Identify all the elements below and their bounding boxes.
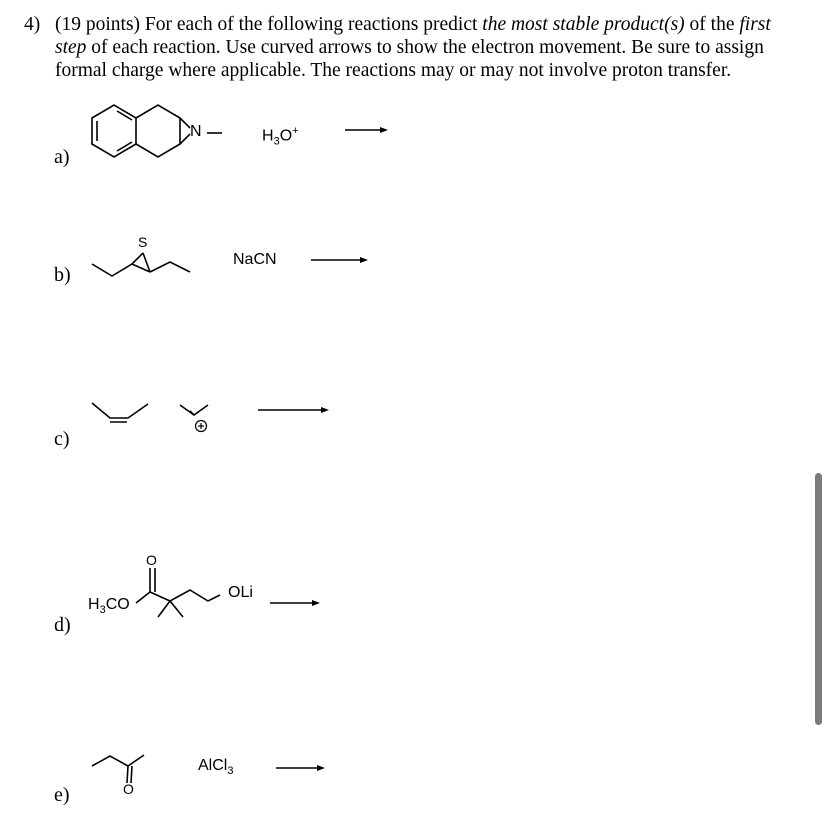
part-d-methoxy-group: $H_3CO$: [88, 596, 130, 617]
part-a-reagent: $H_3O^+$: [262, 125, 299, 148]
part-a-nitrogen-atom: N: [190, 123, 202, 140]
question-number: 4): [24, 14, 41, 35]
part-c-label: c): [54, 428, 70, 450]
part-e-reagent: AlCl$_3$: [198, 757, 234, 778]
part-d-label: d): [54, 614, 71, 636]
part-d-enolate: OLi: [228, 584, 253, 601]
part-d-carbonyl-oxygen: O: [146, 552, 157, 568]
part-b-label: b): [54, 264, 71, 286]
question-text: (19 points) For each of the following reactions predict the most stable product(s) of the first step of each reaction. Use curved arrows to show the electron movement. Be sure to assign formal charge where applicable. The reactions may or may not involve proton transfer.: [55, 14, 771, 81]
part-b-reagent: NaCN: [233, 251, 277, 268]
question-points: (19 points): [55, 14, 141, 35]
part-b-sulfur-atom: S: [138, 234, 148, 250]
part-e-label: e): [54, 784, 70, 806]
part-e-carbonyl-oxygen: O: [123, 781, 134, 797]
vertical-scrollbar[interactable]: [815, 473, 822, 725]
part-a-label: a): [54, 146, 70, 168]
